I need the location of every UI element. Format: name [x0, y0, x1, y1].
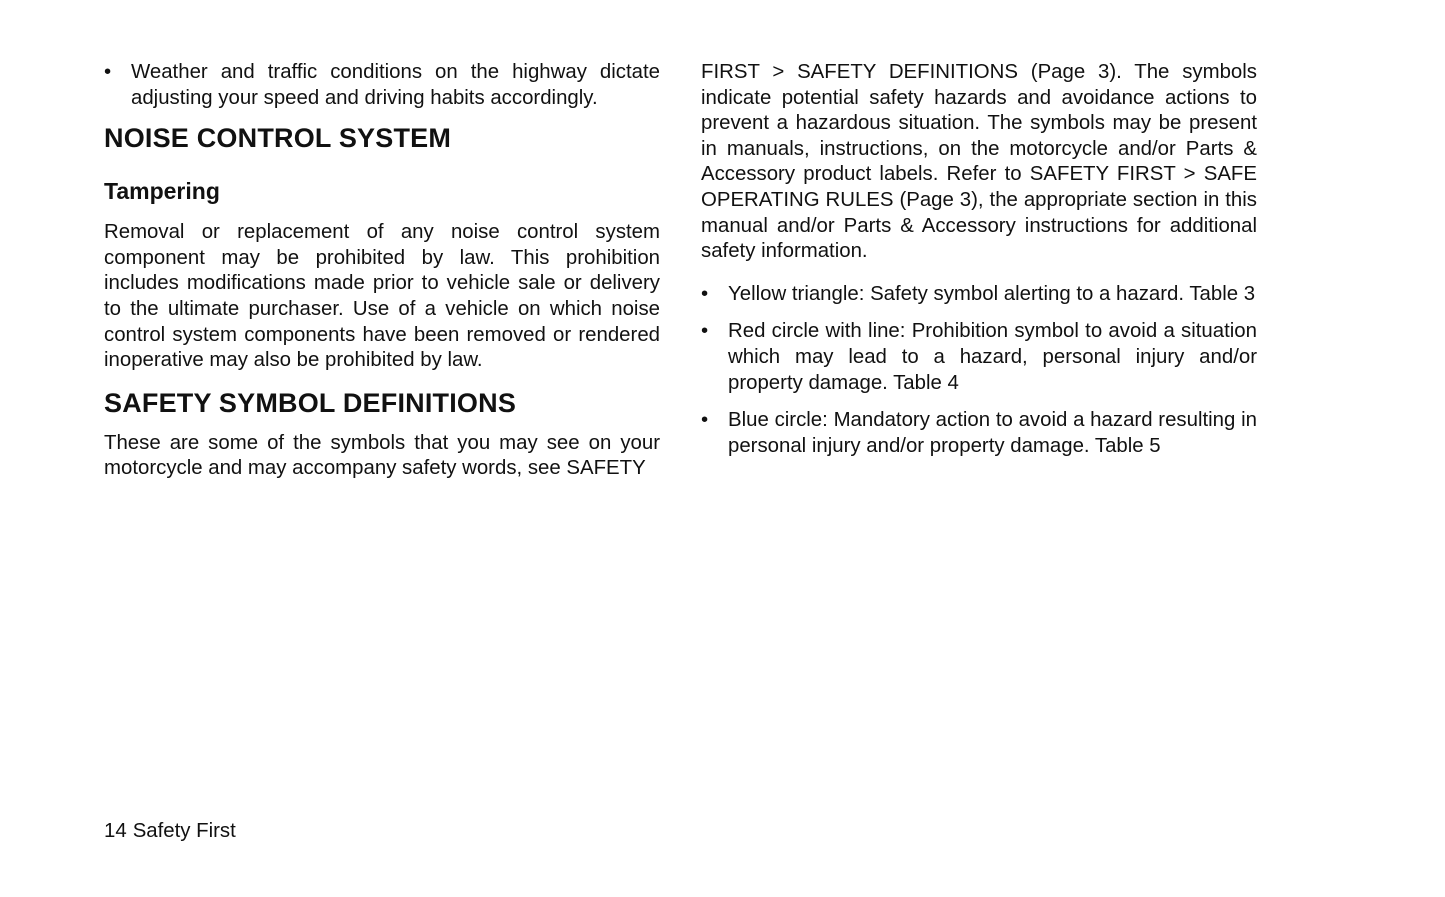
- left-column: [104, 58, 660, 482]
- paragraph-symbols-continued: FIRST > SAFETY DEFINITIONS (Page 3). The symbols indicate potential safety hazards and avoidance actions to prevent a hazardous situation. The symbols may be present in manuals, instructions, on the motorcycle and/or Parts & Accessory product labels. Refer to SAFETY FIRST > SAFE OPERATING RULES (Page 3), the appropriate section in this manual and/or Parts & Accessory instructions for additional safety information.: [701, 61, 1257, 263]
- bullet-weather: [104, 60, 660, 111]
- bullet-weather-text: Weather and traffic conditions on the highway dictate adjusting your speed and driving habits accordingly.: [131, 61, 660, 109]
- paragraph-tampering: Removal or replacement of any noise control system component may be prohibited by law. This prohibition includes modifications made prior to vehicle sale or delivery to the ultimate purchaser. Use of a vehicle on which noise control system components have been removed or rendered inoperative may also be prohibited by law.: [104, 221, 660, 372]
- page-footer: [104, 818, 236, 844]
- bullet-yellow-triangle: [701, 282, 1257, 308]
- heading-safety-symbol-definitions: SAFETY SYMBOL DEFINITIONS: [104, 387, 517, 418]
- page-number: 14: [104, 820, 127, 842]
- bullet-red-circle: [701, 319, 1257, 396]
- bullet-blue-circle: [701, 408, 1257, 459]
- footer-section-title: Safety First: [132, 820, 236, 842]
- bullet-red-circle-text: Red circle with line: Prohibition symbol to avoid a situation which may lead to a hazard, personal injury and/or property damage. Table 4: [728, 320, 1257, 394]
- subheading-tampering: Tampering: [104, 178, 220, 205]
- heading-noise-control: NOISE CONTROL SYSTEM: [104, 123, 452, 154]
- paragraph-symbols-intro: These are some of the symbols that you may see on your motorcycle and may accompany safety words, see SAFETY: [104, 431, 660, 480]
- bullet-dot: •: [104, 61, 112, 83]
- right-column: [701, 58, 1257, 459]
- bullet-dot: •: [701, 282, 709, 305]
- bullet-dot: •: [701, 320, 709, 343]
- bullet-dot: •: [701, 409, 709, 432]
- bullet-blue-circle-text: Blue circle: Mandatory action to avoid a hazard resulting in personal injury and/or property damage. Table 5: [728, 409, 1257, 457]
- bullet-yellow-triangle-text: Yellow triangle: Safety symbol alerting to a hazard. Table 3: [728, 282, 1256, 305]
